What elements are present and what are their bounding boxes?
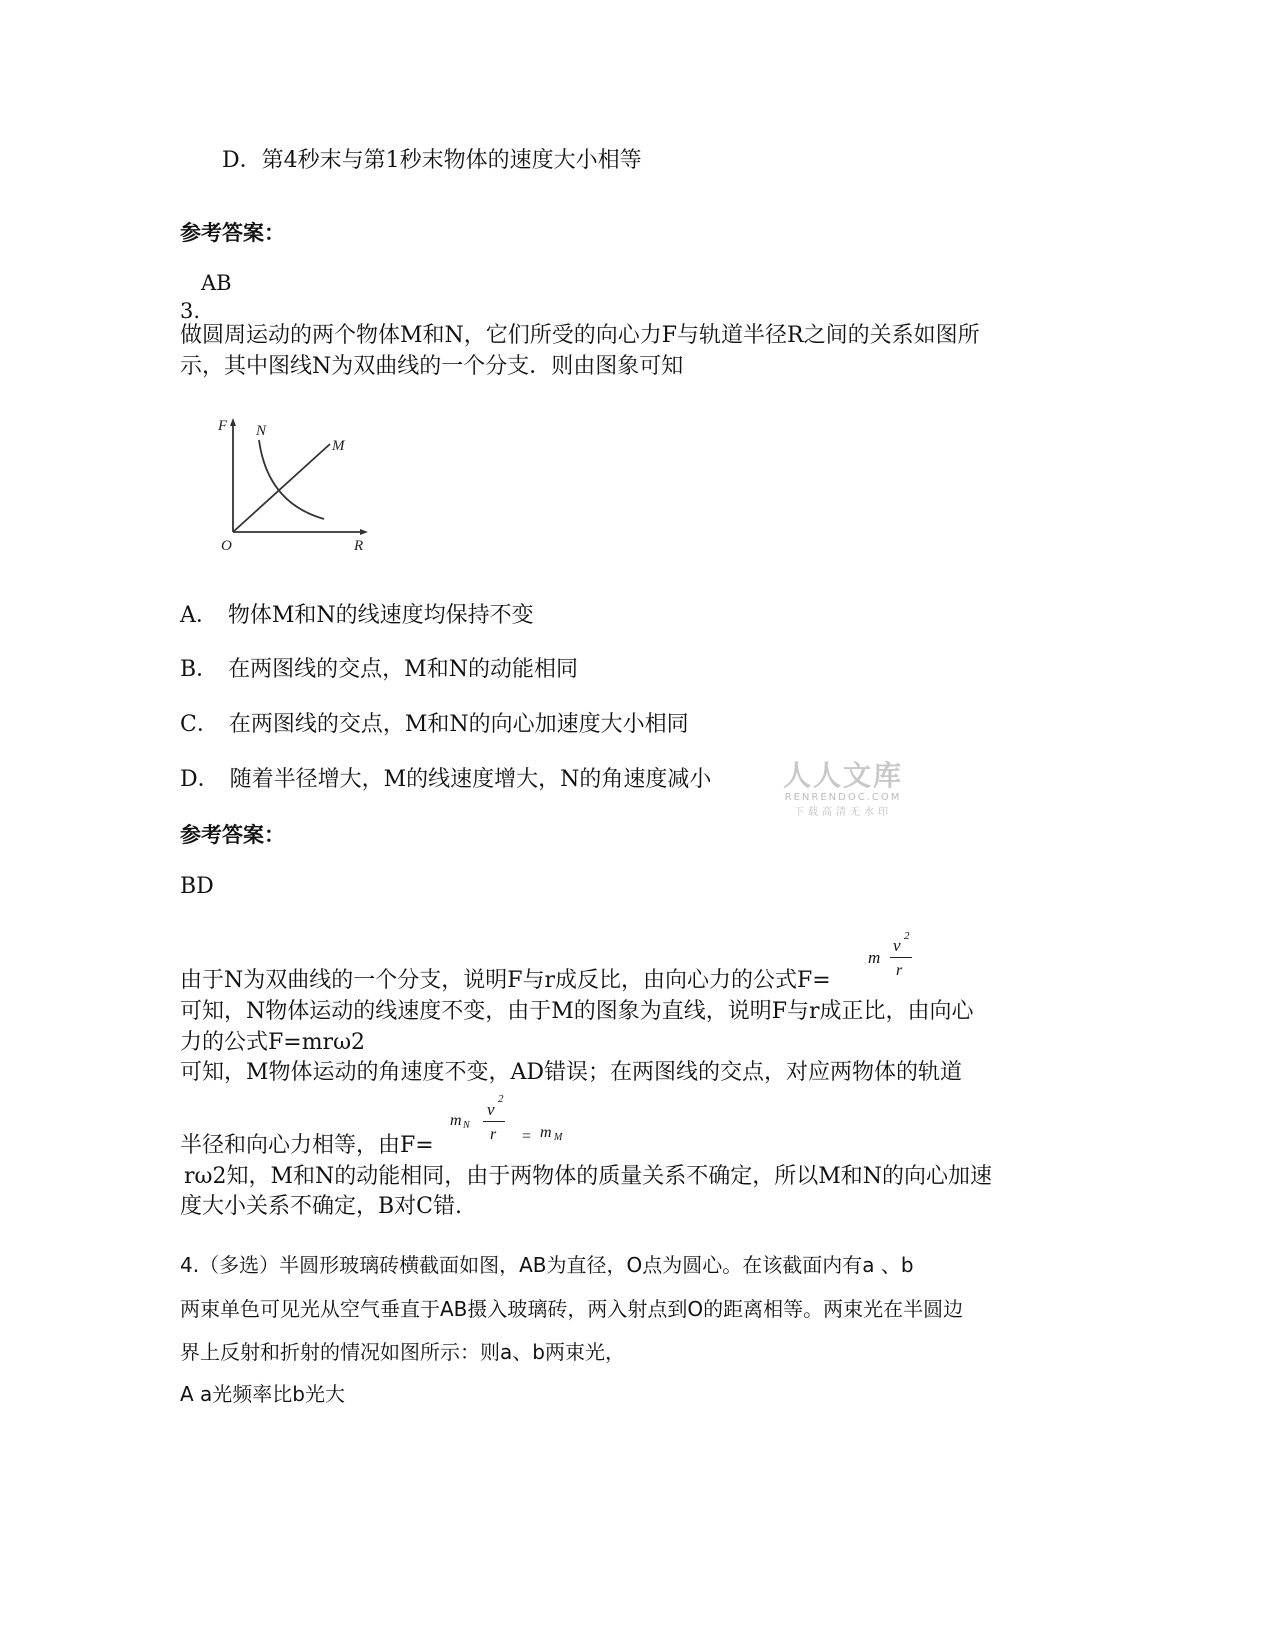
option-key: D． <box>180 767 220 792</box>
formula-m: m <box>540 1124 552 1141</box>
formula-m: m <box>450 1112 462 1129</box>
watermark-slogan: 下载高清无水印 <box>794 807 892 818</box>
formula-subscript-n: N <box>463 1120 470 1131</box>
q4-option-a: A a光频率比b光大 <box>180 1382 345 1406</box>
origin-label: O <box>221 538 232 554</box>
answer-3: BD <box>180 874 214 899</box>
q3-stem-line1: 做圆周运动的两个物体M和N，它们所受的向心力F与轨道半径R之间的关系如图所 <box>180 323 980 348</box>
explanation-line4: 可知，M物体运动的角速度不变，AD错误；在两图线的交点，对应两物体的轨道 <box>180 1060 963 1085</box>
option-key: A． <box>180 603 218 628</box>
watermark <box>783 754 903 818</box>
option-d-previous: D．第4秒末与第1秒末物体的速度大小相等 <box>222 148 642 173</box>
line-m <box>233 444 330 532</box>
option-text: 随着半径增大，M的线速度增大，N的角速度减小 <box>229 767 712 792</box>
answer-1: AB <box>201 271 232 295</box>
force-radius-graph <box>212 412 382 557</box>
q3-option-b <box>180 655 578 685</box>
q4-line3: 界上反射和折射的情况如图所示：则a、b两束光， <box>180 1340 625 1364</box>
formula-r: r <box>896 962 903 979</box>
q3-option-a <box>180 601 534 631</box>
formula-v: v <box>893 936 901 955</box>
option-text: 在两图线的交点，M和N的向心加速度大小相同 <box>228 712 689 737</box>
formula-m: m <box>868 948 881 967</box>
answer-label-1: 参考答案： <box>180 221 285 245</box>
formula-equals: = <box>522 1128 532 1145</box>
q3-option-c <box>180 710 689 740</box>
explanation-line7: 度大小关系不确定，B对C错. <box>180 1194 462 1219</box>
explanation-line6: rω2知，M和N的动能相同，由于两物体的质量关系不确定，所以M和N的向心加速 <box>184 1164 993 1189</box>
q4-line2: 两束单色可见光从空气垂直于AB摄入玻璃砖，两入射点到O的距离相等。两束光在半圆边 <box>180 1297 964 1321</box>
q3-option-d <box>180 765 711 795</box>
watermark-domain: RENRENDOC.COM <box>784 792 902 803</box>
answer-label-3: 参考答案： <box>180 823 285 847</box>
option-text: 物体M和N的线速度均保持不变 <box>227 603 534 628</box>
curve-n-label: N <box>256 423 267 439</box>
watermark-title: 人人文库 <box>783 759 904 792</box>
q4-line1: 4.（多选）半圆形玻璃砖横截面如图，AB为直径，O点为圆心。在该截面内有a 、b <box>180 1253 914 1277</box>
formula-subscript-m: M <box>554 1132 563 1143</box>
explanation-line2: 可知，N物体运动的线速度不变，由于M的图象为直线，说明F与r成正比，由向心 <box>180 999 974 1024</box>
formula-mv2-over-r <box>866 930 926 990</box>
fraction-bar <box>483 1121 505 1122</box>
formula-v: v <box>487 1100 495 1119</box>
r-axis-arrow <box>360 529 368 535</box>
formula-r: r <box>490 1126 497 1143</box>
formula-exponent: 2 <box>498 1093 504 1105</box>
option-text: 在两图线的交点，M和N的动能相同 <box>228 657 578 682</box>
r-axis-label: R <box>354 538 364 554</box>
formula-mn-v2-over-r <box>448 1092 588 1152</box>
explanation-line3: 力的公式F=mrω2 <box>180 1030 366 1055</box>
f-axis-label: F <box>218 418 228 434</box>
f-axis-arrow <box>230 418 236 426</box>
fraction-bar <box>890 957 912 958</box>
explanation-line5: 半径和向心力相等，由F= <box>180 1133 434 1158</box>
q3-number: 3. <box>180 299 201 323</box>
option-key: B． <box>180 657 219 682</box>
option-key: C． <box>180 712 219 737</box>
q3-stem-line2: 示，其中图线N为双曲线的一个分支．则由图象可知 <box>180 354 684 379</box>
formula-exponent: 2 <box>904 930 910 942</box>
explanation-line1: 由于N为双曲线的一个分支，说明F与r成反比，由向心力的公式F= <box>180 968 831 993</box>
line-m-label: M <box>332 438 345 454</box>
